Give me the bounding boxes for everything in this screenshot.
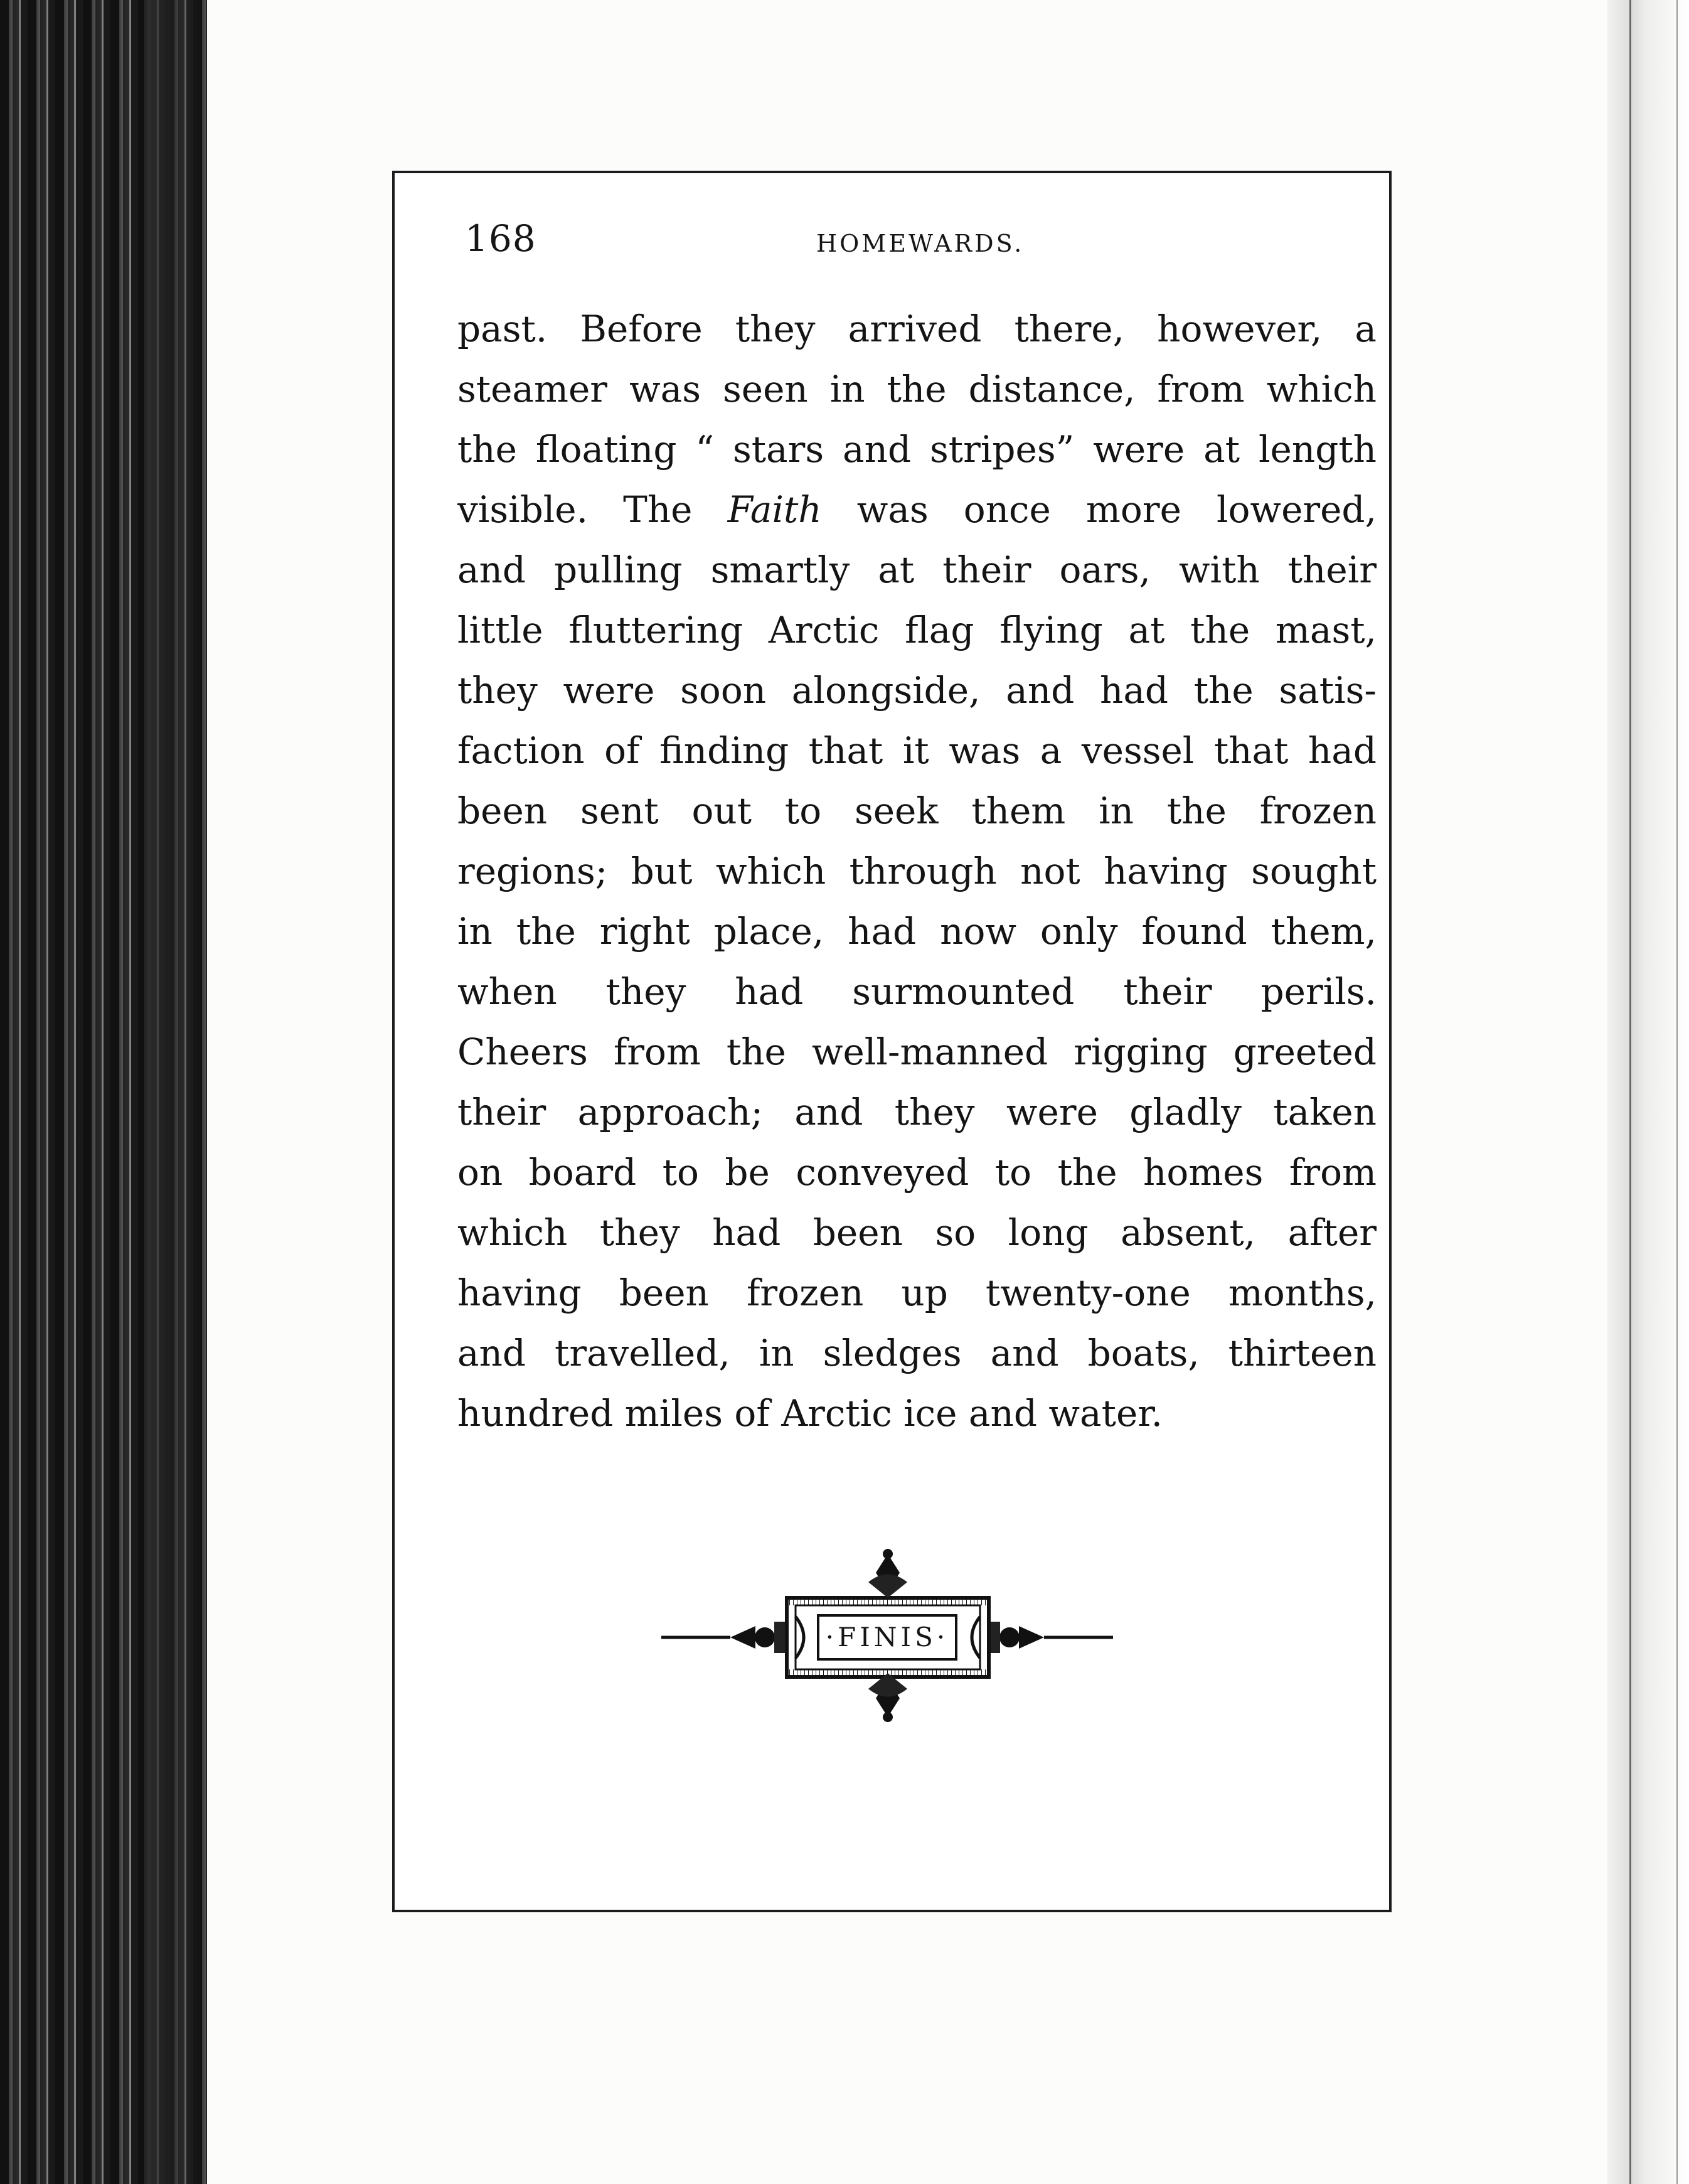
spine-shadow — [144, 0, 207, 2184]
text-fragment: visible. The — [457, 488, 693, 531]
text-line: regions; but which through not having sought — [457, 850, 1377, 892]
text-fragment: was once more lowered, — [856, 488, 1377, 531]
page-edge-line-outer — [1676, 0, 1678, 2184]
text-line: and pulling smartly at their oars, with their — [457, 549, 1377, 591]
text-line-with-ship-name — [457, 479, 1377, 540]
text-line: when they had surmounted their perils. — [457, 970, 1377, 1013]
page-header — [465, 217, 1343, 274]
page-frame — [392, 171, 1392, 1912]
text-line: which they had been so long absent, after — [457, 1211, 1377, 1254]
text-line: faction of finding that it was a vessel that had — [457, 729, 1377, 772]
ship-name: Faith — [727, 488, 822, 531]
text-line: on board to be conveyed to the homes from — [457, 1151, 1377, 1194]
text-line: the floating “ stars and stripes” were at length — [457, 428, 1377, 471]
text-line: steamer was seen in the distance, from which — [457, 368, 1377, 410]
text-line: hundred miles of Arctic ice and water. — [457, 1392, 1163, 1435]
running-head: HOMEWARDS. — [816, 230, 1025, 257]
finis-label: ·FINIS· — [825, 1622, 949, 1652]
text-line: and travelled, in sledges and boats, thirteen — [457, 1332, 1377, 1374]
text-line: in the right place, had now only found them, — [457, 910, 1377, 953]
page-number: 168 — [465, 217, 536, 260]
page-edge-line — [1629, 0, 1631, 2184]
text-line: Cheers from the well-manned rigging greeted — [457, 1030, 1377, 1073]
text-line: having been frozen up twenty-one months, — [457, 1271, 1377, 1314]
text-line: been sent out to seek them in the frozen — [457, 790, 1377, 832]
text-line: past. Before they arrived there, however, a — [457, 308, 1377, 350]
finis-ornament — [661, 1548, 1113, 1723]
text-line: they were soon alongside, and had the satis- — [457, 669, 1377, 712]
body-text — [457, 299, 1377, 1443]
text-line: little fluttering Arctic flag flying at the mast, — [457, 609, 1377, 651]
text-line: their approach; and they were gladly taken — [457, 1091, 1377, 1133]
